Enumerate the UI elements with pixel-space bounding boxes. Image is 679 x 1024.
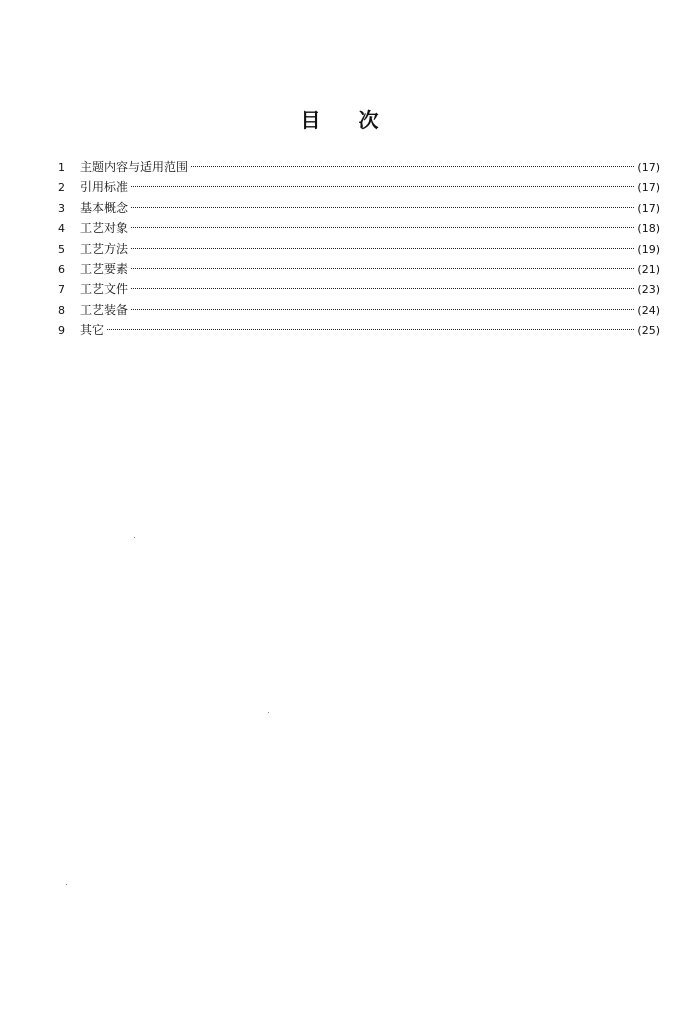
dot-leader bbox=[131, 288, 634, 289]
toc-entry-title: 基本概念 bbox=[80, 200, 129, 215]
toc-entry-title: 其它 bbox=[80, 323, 105, 338]
dot-leader bbox=[131, 248, 634, 249]
toc-entry-number: 7 bbox=[58, 283, 65, 297]
dot-leader bbox=[191, 166, 634, 167]
dot-leader bbox=[131, 268, 634, 269]
toc-entry-title: 工艺对象 bbox=[80, 221, 129, 236]
toc-entry-title: 工艺方法 bbox=[80, 241, 129, 256]
toc-entry-page: (17) bbox=[637, 181, 660, 195]
toc-entry-title: 主题内容与适用范围 bbox=[80, 160, 189, 174]
toc-entry-page: (17) bbox=[637, 201, 660, 215]
table-of-contents bbox=[58, 157, 660, 341]
toc-entry-page: (19) bbox=[637, 242, 660, 256]
toc-entry-page: (23) bbox=[637, 283, 660, 297]
toc-entry bbox=[58, 218, 660, 238]
toc-entry-number: 2 bbox=[58, 181, 65, 195]
dot-leader bbox=[131, 309, 634, 310]
dot-leader bbox=[131, 227, 634, 228]
toc-entry bbox=[58, 239, 660, 259]
toc-entry-number: 9 bbox=[58, 324, 65, 338]
dot-leader bbox=[131, 207, 634, 208]
toc-entry-number: 1 bbox=[58, 161, 65, 174]
page-title: 目次 bbox=[300, 108, 417, 132]
toc-entry-number: 8 bbox=[58, 303, 65, 317]
toc-entry bbox=[58, 157, 660, 177]
toc-entry-page: (21) bbox=[637, 262, 660, 276]
toc-entry-page: (18) bbox=[637, 222, 660, 236]
toc-entry-title: 引用标准 bbox=[80, 180, 129, 195]
dot-leader bbox=[107, 329, 634, 330]
scan-speck bbox=[268, 712, 269, 713]
toc-entry-number: 6 bbox=[58, 262, 65, 276]
toc-entry bbox=[58, 259, 660, 279]
toc-entry bbox=[58, 320, 660, 340]
scan-speck bbox=[66, 884, 67, 885]
scan-speck bbox=[134, 537, 135, 538]
toc-entry bbox=[58, 177, 660, 197]
toc-entry bbox=[58, 198, 660, 218]
toc-entry-page: (17) bbox=[637, 161, 660, 174]
toc-entry-number: 4 bbox=[58, 222, 65, 236]
toc-entry bbox=[58, 300, 660, 320]
toc-entry-number: 3 bbox=[58, 201, 65, 215]
toc-entry-title: 工艺装备 bbox=[80, 302, 129, 317]
toc-entry bbox=[58, 279, 660, 299]
toc-entry-page: (24) bbox=[637, 303, 660, 317]
toc-entry-title: 工艺要素 bbox=[80, 261, 129, 276]
dot-leader bbox=[131, 186, 634, 187]
toc-entry-number: 5 bbox=[58, 242, 65, 256]
toc-entry-page: (25) bbox=[637, 324, 660, 338]
toc-entry-title: 工艺文件 bbox=[80, 282, 129, 297]
